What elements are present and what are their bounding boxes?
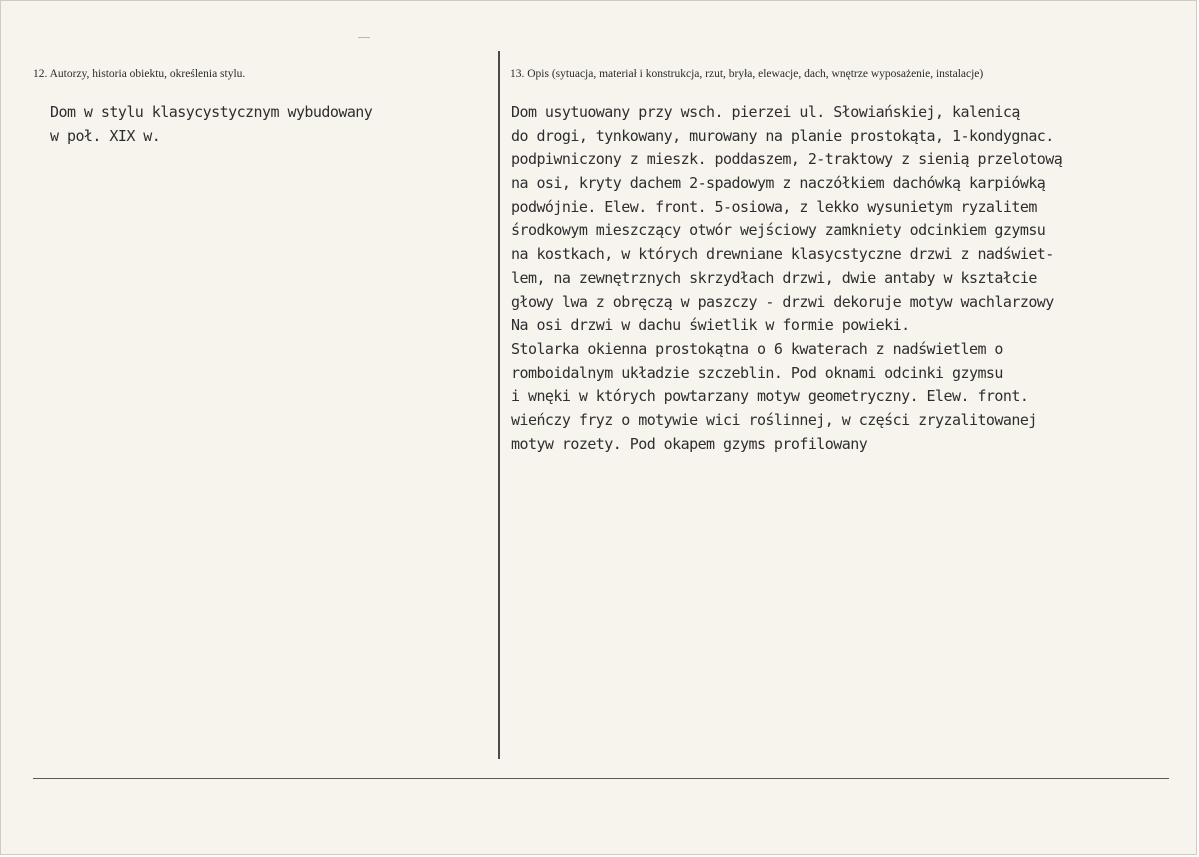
section-13-label: 13. Opis (sytuacja, materiał i konstrukcja, rzut, bryła, elewacje, dach, wnętrze wyposażenie, instalacje) [510,68,984,80]
section-13-line: podpiwniczony z mieszk. poddaszem, 2-traktowy z sienią przelotową [511,150,1063,169]
section-12-line: Dom w stylu klasycystycznym wybudowany [50,103,373,121]
section-13-line: Stolarka okienna prostokątna o 6 kwaterach z nadświetlem o [511,339,1003,358]
column-divider [498,51,500,759]
section-13-line: na osi, kryty dachem 2-spadowym z naczółkiem dachówką karpiówką [511,174,1046,193]
section-13-line: wieńczy fryz o motywie wici roślinnej, w części zryzalitowanej [511,410,1037,429]
section-13-line: romboidalnym układzie szczeblin. Pod oknami odcinki gzymsu [511,363,1003,382]
section-13-line: na kostkach, w których drewniane klasycstyczne drzwi z nadświet- [511,245,1054,264]
section-12-label: 12. Autorzy, historia obiektu, określenia stylu. [33,68,246,80]
section-13-text [511,101,1062,456]
section-12-line: w poł. XIX w. [50,126,161,145]
section-13-line: głowy lwa z obręczą w paszczy - drzwi dekoruje motyw wachlarzowy [511,292,1054,311]
pencil-mark [358,37,370,38]
section-13-line: lem, na zewnętrznych skrzydłach drzwi, dwie antaby w kształcie [511,268,1037,287]
section-13-line: motyw rozety. Pod okapem gzyms profilowany [511,434,868,453]
section-13-line: środkowym mieszczący otwór wejściowy zamkniety odcinkiem gzymsu [511,221,1046,240]
section-13-line: Dom usytuowany przy wsch. pierzei ul. Słowiańskiej, kalenicą [511,103,1020,121]
section-13-line: i wnęki w których powtarzany motyw geometryczny. Elew. front. [511,387,1029,406]
bottom-rule [33,778,1169,779]
section-12-text [50,101,372,148]
section-13-line: do drogi, tynkowany, murowany na planie prostokąta, 1-kondygnac. [511,126,1054,145]
section-13-line: podwójnie. Elew. front. 5-osiowa, z lekko wysunietym ryzalitem [511,197,1037,216]
section-13-line: Na osi drzwi w dachu świetlik w formie powieki. [511,316,910,335]
